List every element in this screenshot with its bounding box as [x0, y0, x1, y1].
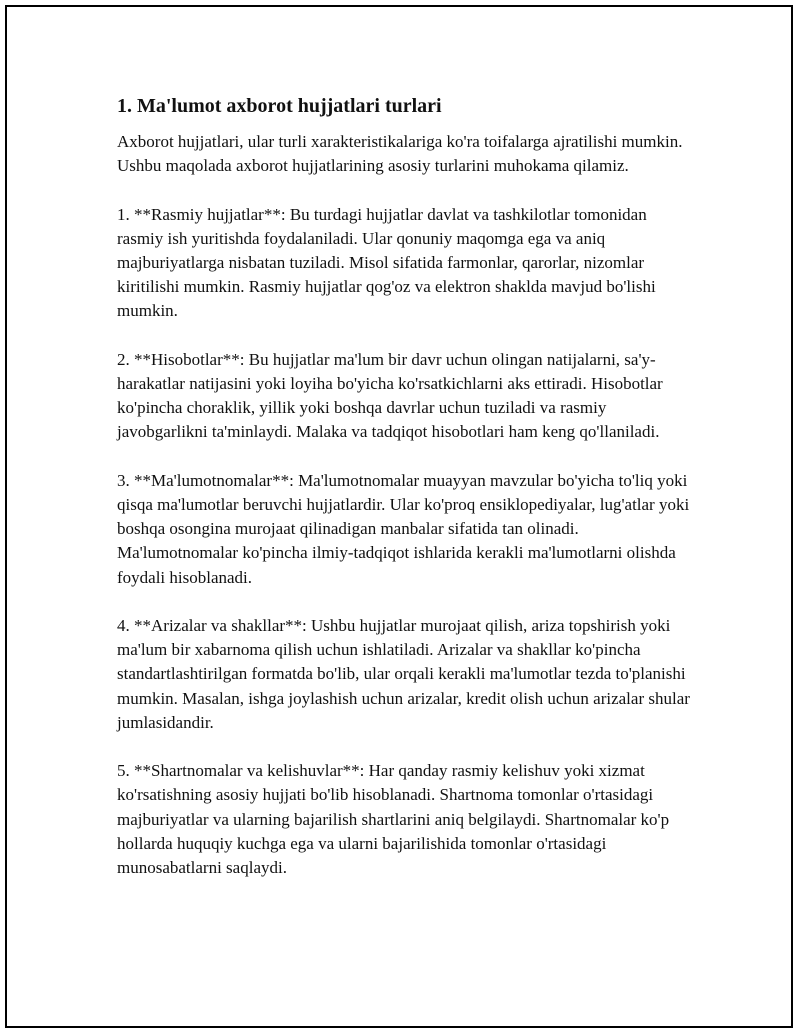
paragraph-official-documents: 1. **Rasmiy hujjatlar**: Bu turdagi hujjatlar davlat va tashkilotlar tomonidan rasmiy ish yuritishda foydalaniladi. Ular qonuniy maqomga ega va aniq majburiyatlarga nisbatan tuziladi. Misol sifatida farmonlar, qarorlar, nizomlar kiritilishi mumkin. Rasmiy hujjatlar qog'oz va elektron shaklda mavjud bo'lishi mumkin. [117, 204, 656, 321]
paragraph-references: 3. **Ma'lumotnomalar**: Ma'lumotnomalar muayyan mavzular bo'yicha to'liq yoki qisqa ma'lumotlar beruvchi hujjatlardir. Ular ko'proq ensiklopediyalar, lug'atlar yoki boshqa osongina murojaat qilinadigan manbalar sifatida tan olinadi. Ma'lumotnomalar ko'pincha ilmiy-tadqiqot ishlarida kerakli ma'lumotlarni olishda foydali hisoblanadi. [117, 470, 690, 587]
paragraph-reports: 2. **Hisobotlar**: Bu hujjatlar ma'lum bir davr uchun olingan natijalarni, sa'y-harakatlar natijasini yoki loyiha bo'yicha ko'rsatkichlarni aks ettiradi. Hisobotlar ko'pincha choraklik, yillik yoki boshqa davrlar uchun tuziladi va rasmiy javobgarlikni ta'minlaydi. Malaka va tadqiqot hisobotlari ham keng qo'llaniladi. [117, 349, 663, 442]
intro-paragraph: Axborot hujjatlari, ular turli xarakteristikalariga ko'ra toifalarga ajratilishi mumkin. Ushbu maqolada axborot hujjatlarining asosiy turlarini muhokama qilamiz. [117, 132, 683, 176]
paragraph-applications-forms: 4. **Arizalar va shakllar**: Ushbu hujjatlar murojaat qilish, ariza topshirish yoki ma'lum bir xabarnoma qilish uchun ishlatiladi. Arizalar va shakllar ko'pincha standartlashtirilgan formatda bo'lib, ular orqali kerakli ma'lumotlar tezda to'planishi mumkin. Masalan, ishga joylashish uchun arizalar, kredit olish uchun arizalar shular jumlasidandir. [117, 616, 690, 732]
document-body [117, 94, 692, 880]
document-title: 1. Ma'lumot axborot hujjatlari turlari [117, 95, 442, 117]
paragraph-contracts-agreements: 5. **Shartnomalar va kelishuvlar**: Har qanday rasmiy kelishuv yoki xizmat ko'rsatishning asosiy hujjati bo'lib hisoblanadi. Shartnoma tomonlar o'rtasidagi majburiyatlar va ularning bajarilish shartlarini aniq belgilaydi. Shartnomalar ko'p hollarda huquqiy kuchga ega va ularni bajarilishida tomonlar o'rtasidagi munosabatlarni saqlaydi. [117, 761, 670, 878]
